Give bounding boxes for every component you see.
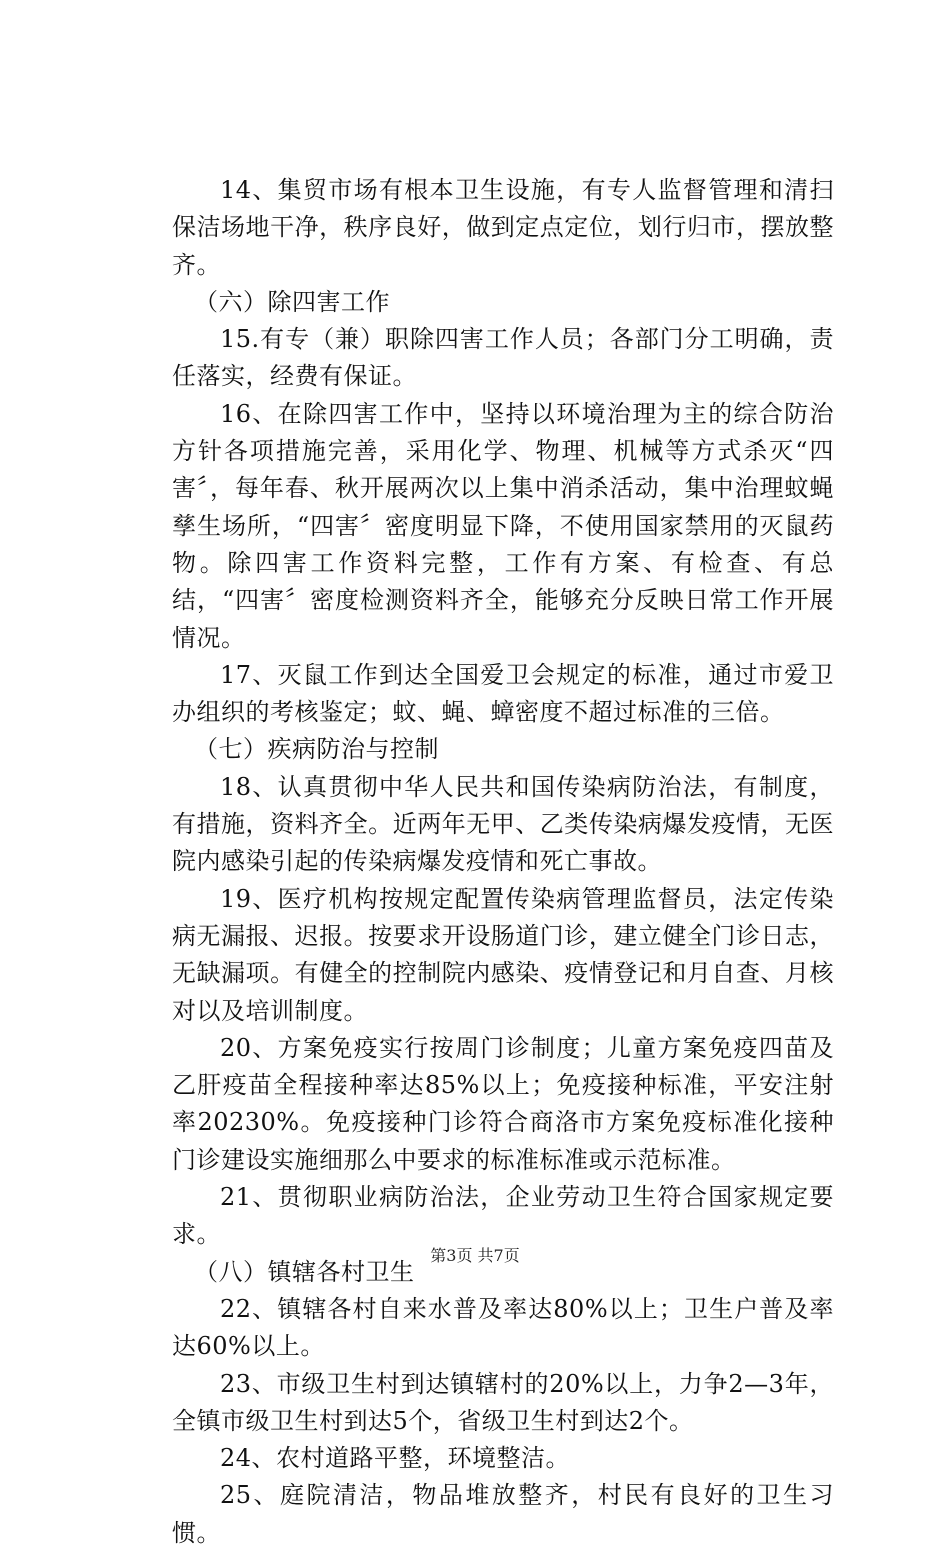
paragraph-17: 17、灭鼠工作到达全国爱卫会规定的标准，通过市爱卫办组织的考核鉴定；蚊、蝇、蟑密度不超过标准的三倍。 [172,660,834,727]
paragraph-16: 16、在除四害工作中，坚持以环境治理为主的综合防治方针各项措施完善，采用化学、物理、机械等方式杀灭“四害〞，每年春、秋开展两次以上集中消杀活动，集中治理蚊蝇孳生场所，“四害〞密度明显下降，不使用国家禁用的灭鼠药物。除四害工作资料完整，工作有方案、有检查、有总结，“四害〞密度检测资料齐全，能够充分反映日常工作开展情况。 [172,399,834,652]
section-heading-8: （八）镇辖各村卫生 [194,1257,415,1286]
paragraph-21: 21、贯彻职业病防治法，企业劳动卫生符合国家规定要求。 [172,1183,834,1249]
document-body [172,172,834,1552]
paragraph-20: 20、方案免疫实行按周门诊制度；儿童方案免疫四苗及乙肝疫苗全程接种率达85%以上；免疫接种标准，平安注射率20230%。免疫接种门诊符合商洛市方案免疫标准化接种门诊建设实施细那么中要求的标准标准或示范标准。 [172,1033,834,1174]
paragraph-19: 19、医疗机构按规定配置传染病管理监督员，法定传染病无漏报、迟报。按要求开设肠道门诊，建立健全门诊日志，无缺漏项。有健全的控制院内感染、疫情登记和月自查、月核对以及培训制度。 [172,884,834,1025]
paragraph-18: 18、认真贯彻中华人民共和国传染病防治法，有制度，有措施，资料齐全。近两年无甲、乙类传染病爆发疫情，无医院内感染引起的传染病爆发疫情和死亡事故。 [172,772,834,876]
paragraph-23: 23、市级卫生村到达镇辖村的20%以上，力争2—3年，全镇市级卫生村到达5个，省级卫生村到达2个。 [172,1369,834,1435]
page-footer: 第3页 共7页 [430,1246,520,1265]
section-heading-6: （六）除四害工作 [194,287,390,316]
paragraph-15: 15.有专（兼）职除四害工作人员；各部门分工明确，责任落实，经费有保证。 [172,325,834,391]
section-heading-7: （七）疾病防治与控制 [194,735,439,764]
paragraph-25: 25、庭院清洁，物品堆放整齐，村民有良好的卫生习惯。 [172,1481,834,1547]
paragraph-22: 22、镇辖各村自来水普及率达80%以上；卫生户普及率达60%以上。 [172,1294,834,1361]
paragraph-24: 24、农村道路平整，环境整洁。 [220,1444,571,1473]
paragraph-14: 14、集贸市场有根本卫生设施，有专人监督管理和清扫保洁场地干净，秩序良好，做到定点定位，划行归市，摆放整齐。 [172,176,834,279]
